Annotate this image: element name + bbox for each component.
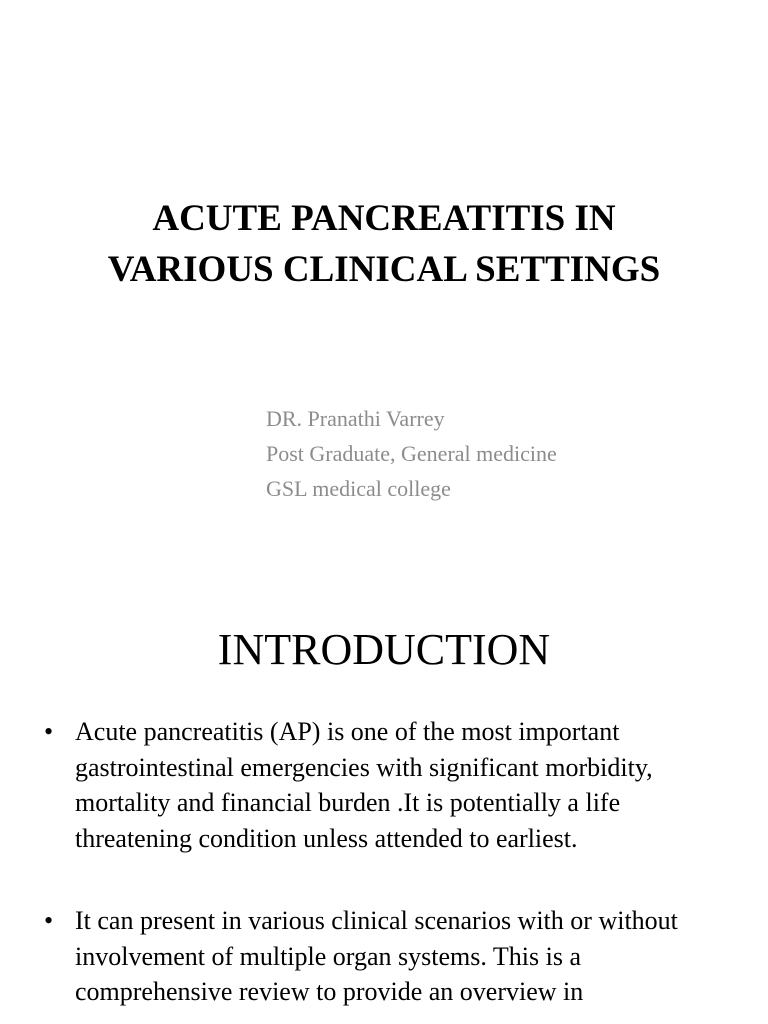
- bullet-text: It can present in various clinical scenarios with or without involvement of multiple organ systems. This is a comprehensive review to provide an overview in: [75, 906, 678, 1006]
- presenter-institution: GSL medical college: [266, 476, 451, 501]
- title-line-1: ACUTE PANCREATITIS IN: [152, 198, 616, 239]
- bullet-item: [0, 714, 768, 856]
- presenter-role: Post Graduate, General medicine: [266, 441, 557, 466]
- bullet-glyph: •: [44, 906, 54, 935]
- title-line-2: VARIOUS CLINICAL SETTINGS: [107, 249, 661, 290]
- presentation-title: [0, 193, 768, 295]
- bullet-glyph: •: [44, 717, 54, 746]
- bullet-list: [0, 714, 768, 1024]
- presenter-name: DR. Pranathi Varrey: [266, 406, 445, 431]
- slide-heading: INTRODUCTION: [217, 625, 551, 674]
- presenter-info: [266, 401, 557, 506]
- introduction-slide: [0, 576, 768, 1024]
- bullet-item: [0, 903, 768, 1010]
- bullet-text: Acute pancreatitis (AP) is one of the most important gastrointestinal emergencies with significant morbidity, mortality and financial burden .It is potentially a life threatening condition unless attended to earliest.: [75, 717, 653, 853]
